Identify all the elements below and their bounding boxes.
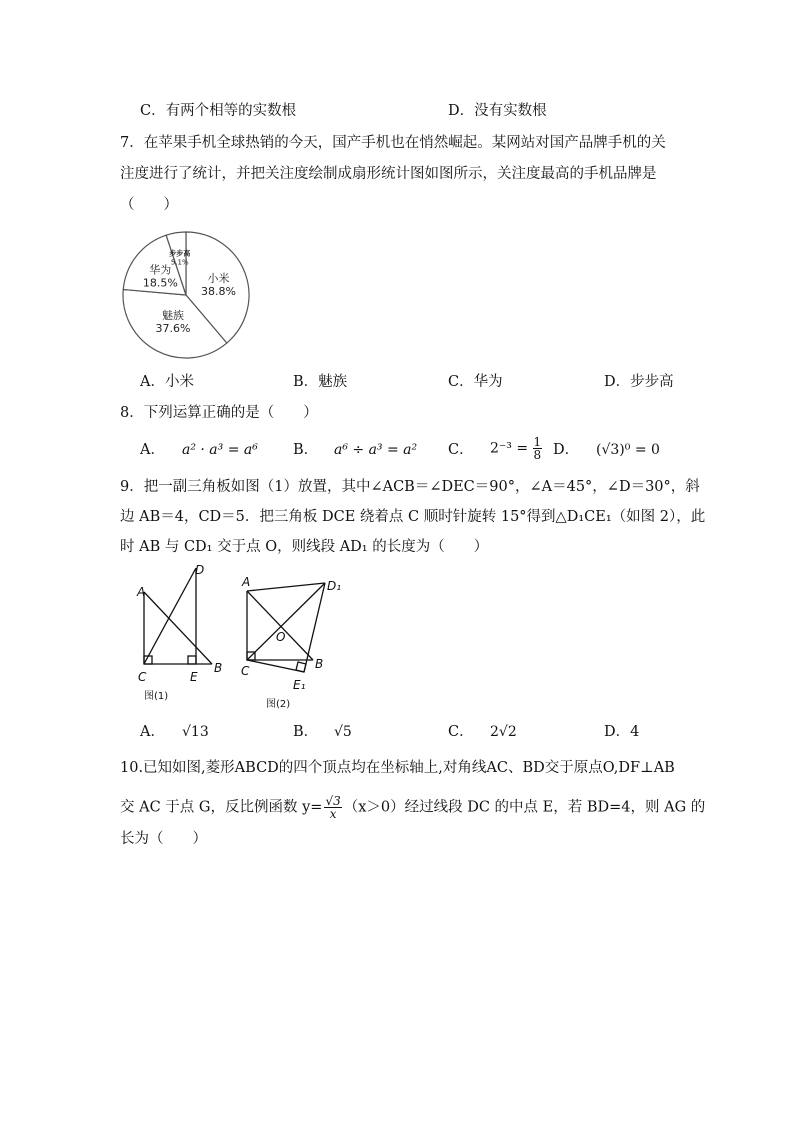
q6-option-d: D．没有实数根: [448, 103, 547, 119]
fig2-label-b: B: [315, 657, 324, 671]
pie-slice-label: 华为: [149, 263, 172, 277]
q10-fraction-numerator: √3: [325, 794, 341, 808]
pie-slice-label: 魅族: [161, 309, 184, 323]
q9-option-c-expr: 2√2: [490, 724, 517, 740]
q8-stem: 8．下列运算正确的是（ ）: [120, 405, 318, 421]
q9-stem-line3: 时 AB 与 CD₁ 交于点 O，则线段 AD₁ 的长度为（ ）: [120, 539, 489, 555]
q8-option-c-lhs: 2⁻³ =: [490, 440, 529, 457]
q8-option-d-expr: (√3)⁰ = 0: [596, 442, 660, 458]
q9-option-a-expr: √13: [182, 724, 209, 740]
fig1-label-b: B: [214, 661, 223, 675]
pie-slice-value: 5.1%: [170, 258, 189, 267]
q8-option-c-expr: [490, 436, 542, 461]
q8-option-b-label: B．: [293, 442, 319, 458]
q10-stem-line3: 长为（ ）: [120, 831, 207, 847]
q9-option-b-expr: √5: [334, 724, 352, 740]
fig1-label-c: C: [138, 670, 147, 684]
q9-stem-line1: 9．把一副三角板如图（1）放置，其中∠ACB＝∠DEC＝90°，∠A＝45°，∠D＝30°，斜: [120, 479, 700, 495]
fig1-line-ab: [144, 592, 212, 664]
q8-option-c-denominator: 8: [533, 448, 542, 462]
q7-stem-line2: 注度进行了统计，并把关注度绘制成扇形统计图如图所示，关注度最高的手机品牌是: [120, 166, 657, 182]
q7-stem-line1: 7．在苹果手机全球热销的今天，国产手机也在悄然崛起。某网站对国产品牌手机的关: [120, 135, 666, 151]
q9-option-a-label: A．: [140, 724, 165, 740]
figure-2: [236, 568, 348, 716]
q7-option-c: C．华为: [448, 374, 503, 390]
fig1-right-angle-e: [188, 656, 196, 664]
fig1-line-cd: [144, 568, 196, 664]
fig1-label-a: A: [137, 585, 146, 599]
q7-stem-line3: （ ）: [120, 197, 178, 213]
q10-fraction-denominator: x: [329, 807, 337, 821]
fig2-label-d1: D₁: [327, 579, 342, 593]
q10-stem-line1: 10.已知如图,菱形ABCD的四个顶点均在坐标轴上,对角线AC、BD交于原点O,DF⊥AB: [120, 760, 675, 776]
q6-option-c: C．有两个相等的实数根: [140, 103, 297, 119]
pie-slice-value: 37.6%: [155, 322, 191, 336]
fig2-right-angle-e1: [296, 662, 306, 672]
fig2-caption: 图(2): [266, 699, 291, 710]
fig2-line-cd1: [247, 583, 325, 660]
figure-1: [120, 560, 230, 710]
q8-option-a-expr: a² · a³ = a⁶: [182, 442, 258, 458]
fig2-label-o: O: [276, 630, 286, 644]
q7-option-b: B．魅族: [293, 374, 348, 390]
q10-stem-line2-start: 交 AC 于点 G，反比例函数 y=: [120, 799, 323, 816]
q8-option-c-fraction: [533, 436, 543, 461]
fig2-label-c: C: [241, 664, 250, 678]
fig1-caption: 图(1): [144, 691, 169, 702]
fig2-line-ad1: [247, 583, 325, 591]
q8-option-c-label: C．: [448, 442, 474, 458]
q9-option-d: D．4: [604, 724, 640, 740]
q8-option-a-label: A．: [140, 442, 165, 458]
q9-option-b-label: B．: [293, 724, 319, 740]
q8-option-b-expr: a⁶ ÷ a³ = a²: [334, 442, 418, 458]
q8-option-c-numerator: 1: [533, 435, 542, 449]
pie-slice-label: 小米: [207, 272, 230, 286]
q8-option-d-label: D．: [553, 442, 580, 458]
q7-option-a: A．小米: [140, 374, 194, 390]
q10-stem-line2: [120, 795, 705, 820]
pie-chart: [118, 228, 258, 362]
fig1-label-e: E: [190, 670, 198, 684]
pie-slice-value: 18.5%: [142, 276, 178, 290]
q10-fraction: [324, 795, 341, 820]
fig2-label-a: A: [242, 575, 251, 589]
fig1-label-d: D: [195, 563, 205, 577]
q10-stem-line2-end: （x＞0）经过线段 DC 的中点 E，若 BD=4，则 AG 的: [343, 799, 706, 816]
q9-stem-line2: 边 AB＝4，CD＝5．把三角板 DCE 绕着点 C 顺时针旋转 15°得到△D₁CE₁（如图 2），此: [120, 509, 706, 525]
pie-slice-label: 步步高: [169, 249, 191, 258]
pie-slice-value: 38.8%: [201, 285, 237, 299]
q7-option-d: D．步步高: [604, 374, 674, 390]
fig2-label-e1: E₁: [293, 678, 306, 692]
q9-option-c-label: C．: [448, 724, 474, 740]
